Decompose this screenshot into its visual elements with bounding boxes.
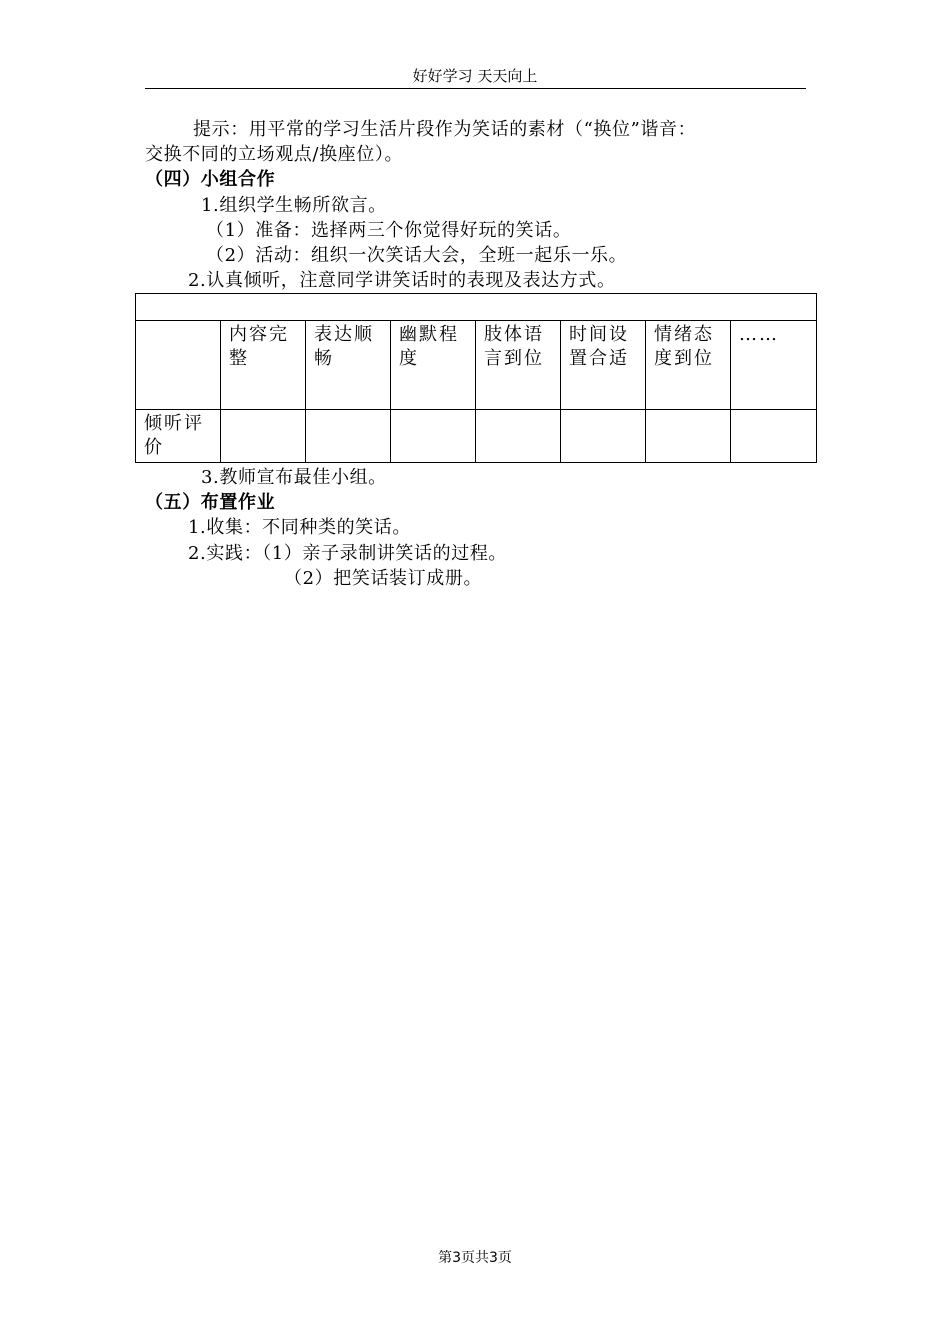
hint-line-2: 交换不同的立场观点/换座位）。 (145, 144, 404, 165)
header-cell: …… (731, 321, 817, 410)
s4-item-2: 2.认真倾听，注意同学讲笑话时的表现及表达方式。 (188, 270, 616, 291)
s4-item-3: 3.教师宣布最佳小组。 (201, 467, 387, 488)
corner-cell (136, 321, 221, 410)
table-cell (731, 410, 817, 463)
listening-evaluation-table (135, 293, 817, 463)
header-cell: 肢体语言到位 (476, 321, 561, 410)
header-divider (145, 88, 806, 89)
table-cell (391, 410, 476, 463)
s4-item-1: 1.组织学生畅所欲言。 (201, 195, 387, 216)
section-4-title: （四）小组合作 (145, 169, 276, 190)
page-header: 好好学习 天天向上 (412, 67, 538, 85)
s5-item-2-sub-2: （2）把笑话装订成册。 (284, 568, 483, 589)
section-5-title: （五）布置作业 (145, 492, 276, 513)
header-cell: 内容完整 (221, 321, 306, 410)
s4-item-1-sub-2: （2）活动：组织一次笑话大会，全班一起乐一乐。 (206, 245, 628, 266)
table-title-row (136, 294, 817, 321)
s5-item-1: 1.收集：不同种类的笑话。 (188, 517, 411, 538)
table-header-row (136, 321, 817, 410)
table-cell (306, 410, 391, 463)
table-cell (221, 410, 306, 463)
page-footer: 第3页共3页 (438, 1250, 512, 1266)
table-title-cell (136, 294, 817, 321)
header-cell: 情绪态度到位 (646, 321, 731, 410)
header-cell: 幽默程度 (391, 321, 476, 410)
s4-item-1-sub-1: （1）准备：选择两三个你觉得好玩的笑话。 (206, 220, 572, 241)
s5-item-2: 2.实践：（1）亲子录制讲笑话的过程。 (188, 543, 508, 564)
table-cell (476, 410, 561, 463)
header-cell: 时间设置合适 (561, 321, 646, 410)
hint-line-1: 提示：用平常的学习生活片段作为笑话的素材（“换位”谐音： (193, 119, 697, 140)
table-cell (646, 410, 731, 463)
table-cell (561, 410, 646, 463)
row-label-cell: 倾听评价 (136, 410, 221, 463)
table-row (136, 410, 817, 463)
header-cell: 表达顺畅 (306, 321, 391, 410)
